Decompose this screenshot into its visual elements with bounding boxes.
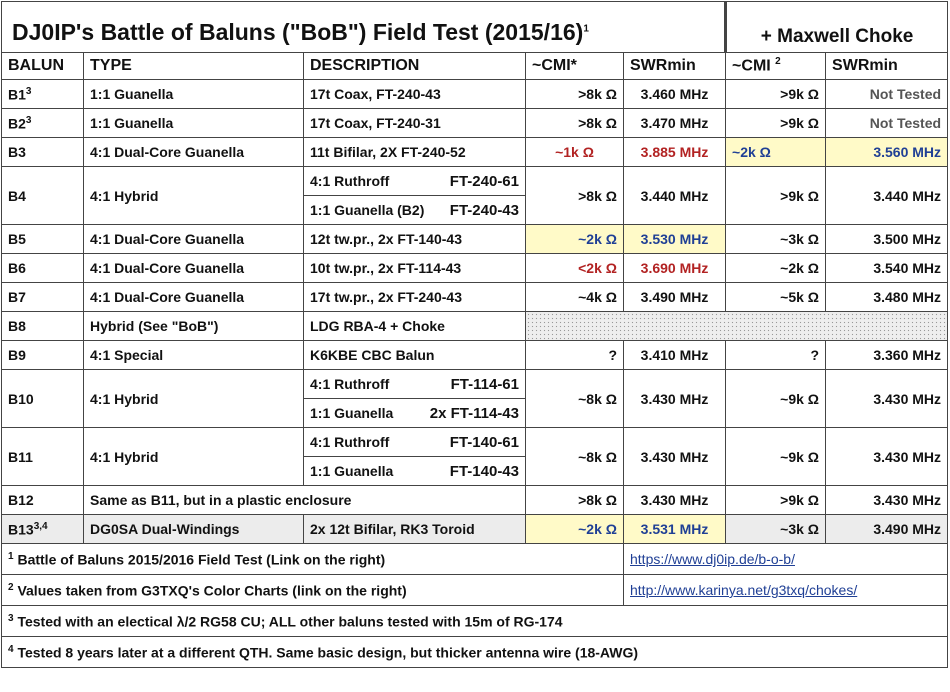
balun-description: 17t Coax, FT-240-31: [304, 109, 526, 138]
table-row: [2, 80, 948, 109]
swr2-value: 3.430 MHz: [826, 428, 948, 486]
swr2-value: 3.440 MHz: [826, 167, 948, 225]
cmi-value: ~8k Ω: [526, 428, 624, 486]
balun-description-part: 1:1 Guanella (B2) FT-240-43: [304, 196, 526, 225]
balun-id: B10: [2, 370, 84, 428]
footnote-text: $^3$ Tested with an electical λ/2 RG58 CU; ALL other baluns tested with 15m of RG-174: [2, 606, 948, 637]
footnote-text: $^1$ Battle of Baluns 2015/2016 Field Test (Link on the right): [2, 544, 624, 575]
swr2-value: 3.540 MHz: [826, 254, 948, 283]
balun-id: B12: [2, 486, 84, 515]
swr-value: 3.460 MHz: [624, 80, 726, 109]
balun-comparison-table-sheet: [0, 1, 948, 690]
swr2-value: 3.430 MHz: [826, 370, 948, 428]
swr-value: 3.440 MHz: [624, 167, 726, 225]
table-row: [2, 254, 948, 283]
balun-id: B8: [2, 312, 84, 341]
header-description: DESCRIPTION: [304, 53, 526, 80]
cmi2-value: ~5k Ω: [726, 283, 826, 312]
cmi-value: ~1k Ω: [526, 138, 624, 167]
balun-description: 10t tw.pr., 2x FT-114-43: [304, 254, 526, 283]
swr-value: 3.690 MHz: [624, 254, 726, 283]
swr2-value: 3.490 MHz: [826, 515, 948, 544]
cmi-value: ~2k Ω: [526, 225, 624, 254]
swr2-value: 3.560 MHz: [826, 138, 948, 167]
cmi2-value: ~9k Ω: [726, 370, 826, 428]
header-balun: BALUN: [2, 53, 84, 80]
balun-type: DG0SA Dual-Windings: [84, 515, 304, 544]
balun-type: 4:1 Hybrid: [84, 428, 304, 486]
balun-id: B6: [2, 254, 84, 283]
not-measured-hatch: [526, 312, 948, 341]
table-row: [2, 283, 948, 312]
footnote-text: $^2$ Values taken from G3TXQ's Color Charts (link on the right): [2, 575, 624, 606]
swr2-value: Not Tested: [826, 109, 948, 138]
cmi-value: <2k Ω: [526, 254, 624, 283]
maxwell-choke-heading: + Maxwell Choke: [726, 2, 948, 53]
balun-id: B5: [2, 225, 84, 254]
balun-description-part: 1:1 Guanella FT-140-43: [304, 457, 526, 486]
header-type: TYPE: [84, 53, 304, 80]
balun-id: B9: [2, 341, 84, 370]
footnote-row: [2, 606, 948, 637]
swr-value: 3.470 MHz: [624, 109, 726, 138]
balun-type: 1:1 Guanella: [84, 80, 304, 109]
header-cmi: ~CMI*: [526, 53, 624, 80]
footnote-link-cell: [624, 575, 948, 606]
balun-description: K6KBE CBC Balun: [304, 341, 526, 370]
balun-description-part: 4:1 Ruthroff FT-114-61: [304, 370, 526, 399]
swr2-value: 3.480 MHz: [826, 283, 948, 312]
balun-type: 1:1 Guanella: [84, 109, 304, 138]
cmi2-value: ~9k Ω: [726, 428, 826, 486]
balun-type: 4:1 Hybrid: [84, 370, 304, 428]
balun-description: 12t tw.pr., 2x FT-140-43: [304, 225, 526, 254]
balun-type: 4:1 Dual-Core Guanella: [84, 283, 304, 312]
footnote-row: [2, 575, 948, 606]
cmi2-value: ~3k Ω: [726, 225, 826, 254]
swr-value: 3.430 MHz: [624, 428, 726, 486]
g3txq-chokes-link[interactable]: http://www.karinya.net/g3txq/chokes/: [630, 582, 858, 598]
swr-value: 3.531 MHz: [624, 515, 726, 544]
cmi-value: >8k Ω: [526, 486, 624, 515]
header-cmi2: ~CMI $^2$: [726, 53, 826, 80]
cmi2-value: >9k Ω: [726, 167, 826, 225]
swr-value: 3.530 MHz: [624, 225, 726, 254]
balun-id: B11: [2, 428, 84, 486]
swr-value: 3.410 MHz: [624, 341, 726, 370]
cmi-value: >8k Ω: [526, 167, 624, 225]
balun-type: 4:1 Dual-Core Guanella: [84, 225, 304, 254]
cmi-value: ~8k Ω: [526, 370, 624, 428]
footnote-row: [2, 544, 948, 575]
swr-value: 3.430 MHz: [624, 370, 726, 428]
balun-description: 11t Bifilar, 2X FT-240-52: [304, 138, 526, 167]
cmi-value: ~4k Ω: [526, 283, 624, 312]
cmi-value: >8k Ω: [526, 109, 624, 138]
cmi-value: >8k Ω: [526, 80, 624, 109]
header-swr: SWRmin: [624, 53, 726, 80]
cmi2-value: ~3k Ω: [726, 515, 826, 544]
footnote-link-cell: [624, 544, 948, 575]
balun-type: 4:1 Dual-Core Guanella: [84, 254, 304, 283]
swr2-value: 3.500 MHz: [826, 225, 948, 254]
balun-id: $B2^3$: [2, 109, 84, 138]
header-row: [2, 53, 948, 80]
swr2-value: 3.430 MHz: [826, 486, 948, 515]
swr-value: 3.885 MHz: [624, 138, 726, 167]
cmi2-value: >9k Ω: [726, 109, 826, 138]
table-row: [2, 312, 948, 341]
table-row: [2, 515, 948, 544]
swr-value: 3.490 MHz: [624, 283, 726, 312]
table-row: [2, 341, 948, 370]
balun-description-part: 4:1 Ruthroff FT-140-61: [304, 428, 526, 457]
balun-id: B7: [2, 283, 84, 312]
balun-id: B13$^{3,4}$: [2, 515, 84, 544]
table-title: DJ0IP's Battle of Baluns ("BoB") Field Test $(2015/16)^1$: [2, 2, 726, 53]
table-row: [2, 167, 948, 196]
balun-description: 17t tw.pr., 2x FT-240-43: [304, 283, 526, 312]
balun-id: $B1^3$: [2, 80, 84, 109]
cmi-value: ?: [526, 341, 624, 370]
cmi-value: ~2k Ω: [526, 515, 624, 544]
table-row: [2, 138, 948, 167]
bob-link[interactable]: https://www.dj0ip.de/b-o-b/: [630, 551, 795, 567]
balun-type: 4:1 Dual-Core Guanella: [84, 138, 304, 167]
balun-table: [1, 1, 948, 668]
header-swr2: SWRmin: [826, 53, 948, 80]
balun-type: Same as B11, but in a plastic enclosure: [84, 486, 526, 515]
swr2-value: Not Tested: [826, 80, 948, 109]
table-row: [2, 428, 948, 457]
cmi2-value: ~2k Ω: [726, 254, 826, 283]
balun-id: B4: [2, 167, 84, 225]
cmi2-value: >9k Ω: [726, 486, 826, 515]
balun-description: LDG RBA-4 + Choke: [304, 312, 526, 341]
balun-id: B3: [2, 138, 84, 167]
cmi2-value: ?: [726, 341, 826, 370]
balun-description-part: 1:1 Guanella 2x FT-114-43: [304, 399, 526, 428]
footnote-text: $^4$ Tested 8 years later at a different QTH. Same basic design, but thicker antenna wire (18-AWG): [2, 637, 948, 668]
table-row: [2, 370, 948, 399]
cmi2-value: >9k Ω: [726, 80, 826, 109]
balun-type: 4:1 Hybrid: [84, 167, 304, 225]
swr-value: 3.430 MHz: [624, 486, 726, 515]
cmi2-value: ~2k Ω: [726, 138, 826, 167]
footnote-row: [2, 637, 948, 668]
balun-type: 4:1 Special: [84, 341, 304, 370]
swr2-value: 3.360 MHz: [826, 341, 948, 370]
table-row: [2, 109, 948, 138]
table-row: [2, 486, 948, 515]
balun-description: 17t Coax, FT-240-43: [304, 80, 526, 109]
balun-description: 2x 12t Bifilar, RK3 Toroid: [304, 515, 526, 544]
balun-description-part: 4:1 Ruthroff FT-240-61: [304, 167, 526, 196]
table-row: [2, 225, 948, 254]
balun-type: Hybrid (See "BoB"): [84, 312, 304, 341]
